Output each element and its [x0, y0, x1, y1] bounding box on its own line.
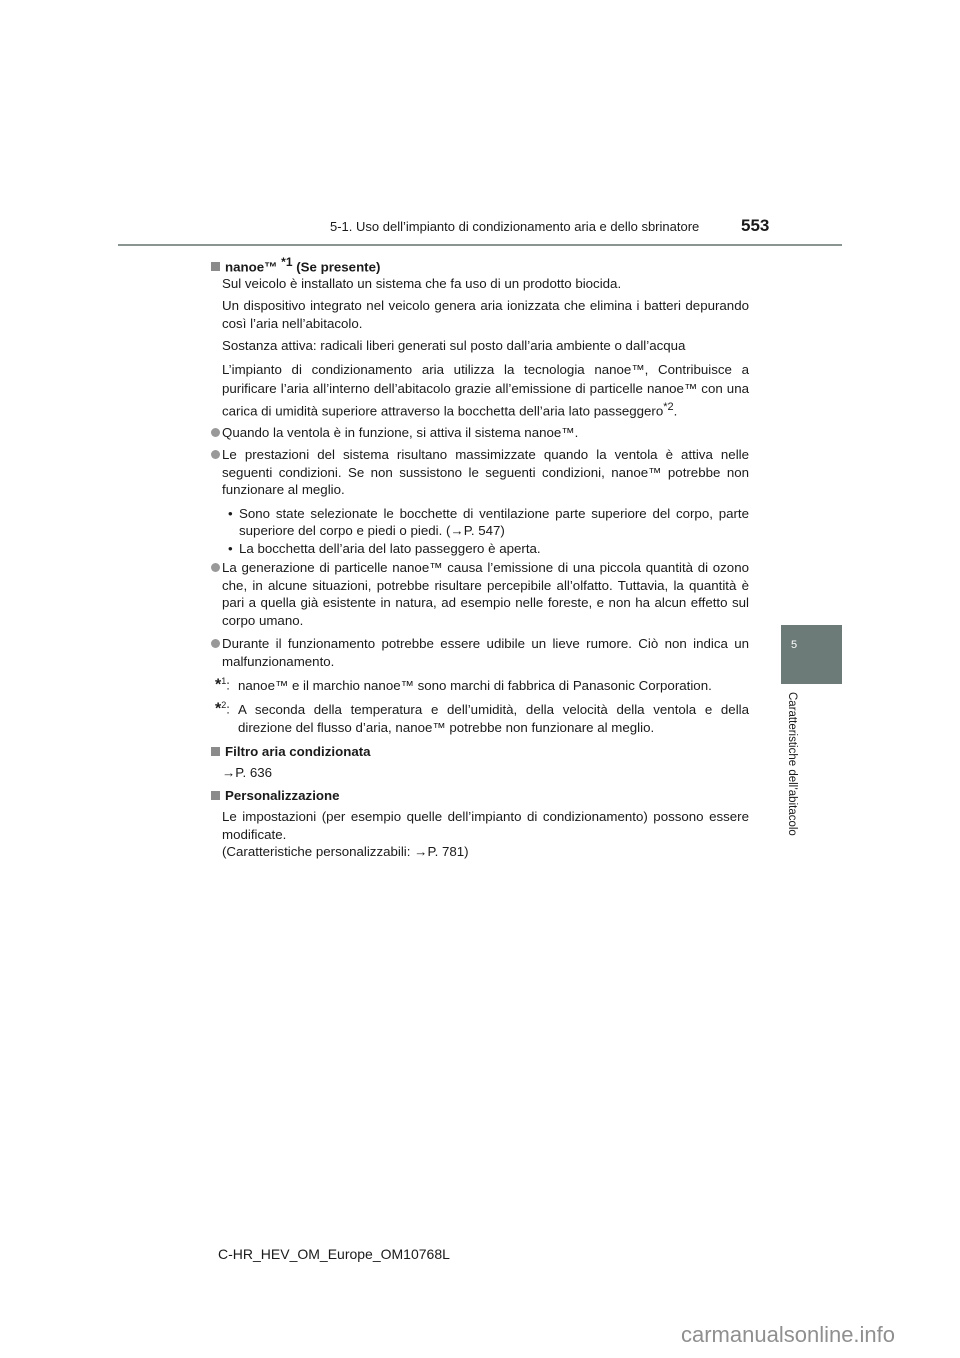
footnote	[215, 701, 749, 736]
footnote-ref: *1	[281, 255, 293, 269]
bullet-item	[211, 446, 749, 499]
chapter-number: 5	[791, 639, 798, 651]
asterisk: *	[215, 676, 222, 694]
footnote-number: 1	[221, 676, 227, 686]
page-reference-link[interactable]: (Caratteristiche personalizzabili: →P. 781)	[222, 844, 469, 859]
heading-text: Personalizzazione	[225, 788, 340, 803]
footnote-text: nanoe™ e il marchio nanoe™ sono marchi di fabbrica di Panasonic Corporation.	[238, 678, 712, 693]
dot-icon: •	[228, 506, 233, 521]
footnote-mark: *$^1$:	[215, 676, 230, 694]
sub-bullet-text: La bocchetta dell’aria del lato passeggero è aperta.	[239, 541, 541, 556]
paragraph-text: L’impianto di condizionamento aria utilizza la tecnologia nanoe™, Contribuisce a purificare l’aria all’interno dell’abitacolo grazie all’emissione di particelle nanoe™ con una carica di umidità superiore attraverso la bocchetta dell’aria lato passeggero	[222, 362, 749, 419]
nanoe-heading	[211, 254, 380, 275]
page-reference-link[interactable]: →P. 636	[222, 765, 273, 780]
paragraph: Sul veicolo è installato un sistema che fa uso di un prodotto biocida.	[222, 276, 622, 291]
circle-bullet-icon	[211, 428, 220, 437]
sub-bullet-item	[226, 540, 749, 557]
footnote-text: A seconda della temperatura e dell’umidità, della velocità della ventola e della direzione del flusso d’aria, nanoe™ potrebbe non funzionare al meglio.	[238, 702, 749, 735]
page-number: 553	[741, 216, 770, 235]
bullet-text: Le prestazioni del sistema risultano massimizzate quando la ventola è attiva nelle seguenti condizioni. Se non sussistono le seguenti condizioni, nanoe™ potrebbe non funzionare al meglio.	[222, 447, 749, 498]
watermark: carmanualsonline.info	[681, 1322, 896, 1347]
sub-bullet-text: Sono state selezionate le bocchette di ventilazione parte superiore del corpo, parte superiore del corpo e piedi o piedi. (→P. 547)	[239, 506, 749, 539]
heading-text: Filtro aria condizionata	[225, 744, 371, 759]
circle-bullet-icon	[211, 450, 220, 459]
paragraph: Sostanza attiva: radicali liberi generati sul posto dall’aria ambiente o dall’acqua	[222, 338, 686, 353]
footnote-ref: *2	[663, 401, 674, 413]
asterisk: *	[215, 700, 222, 718]
section-title: 5-1. Uso dell’impianto di condizionamento aria e dello sbrinatore	[330, 219, 700, 234]
header-rule	[118, 244, 842, 246]
heading-suffix: (Se presente)	[292, 259, 381, 275]
sub-bullet-item	[226, 505, 749, 540]
circle-bullet-icon	[211, 563, 220, 572]
filtro-heading	[211, 743, 371, 760]
bullet-text: Quando la ventola è in funzione, si attiva il sistema nanoe™.	[222, 425, 579, 440]
bullet-text: Durante il funzionamento potrebbe essere udibile un lieve rumore. Ciò non indica un malfunzionamento.	[222, 636, 749, 669]
bullet-item	[211, 559, 749, 629]
chapter-tab	[781, 625, 842, 684]
footnote-mark: *$^2$:	[215, 700, 230, 718]
circle-bullet-icon	[211, 639, 220, 648]
chapter-title: Caratteristiche dell’abitacolo	[786, 692, 798, 836]
heading-text: nanoe™	[225, 259, 282, 275]
personalizzazione-heading	[211, 787, 340, 804]
footnote-number: 2	[221, 700, 227, 710]
bullet-item	[211, 424, 749, 442]
document-id: C-HR_HEV_OM_Europe_OM10768L	[218, 1246, 450, 1262]
paragraph: Le impostazioni (per esempio quelle dell’impianto di condizionamento) possono essere modificate.	[222, 809, 749, 842]
paragraph: Un dispositivo integrato nel veicolo genera aria ionizzata che elimina i batteri depurando così l’aria nell’abitacolo.	[222, 298, 749, 331]
square-bullet-icon	[211, 747, 220, 756]
footnote	[215, 677, 749, 695]
square-bullet-icon	[211, 262, 220, 271]
period: .	[673, 403, 678, 419]
bullet-text: La generazione di particelle nanoe™ causa l’emissione di una piccola quantità di ozono che, in alcune situazioni, potrebbe risultare percepibile all’olfatto. Tuttavia, la quantità è pari a quella già esistente in natura, ad esempio nelle foreste, e non ha alcun effetto sul corpo umano.	[222, 560, 749, 628]
square-bullet-icon	[211, 791, 220, 800]
dot-icon: •	[228, 541, 233, 556]
bullet-item	[211, 635, 749, 670]
paragraph	[222, 360, 749, 420]
